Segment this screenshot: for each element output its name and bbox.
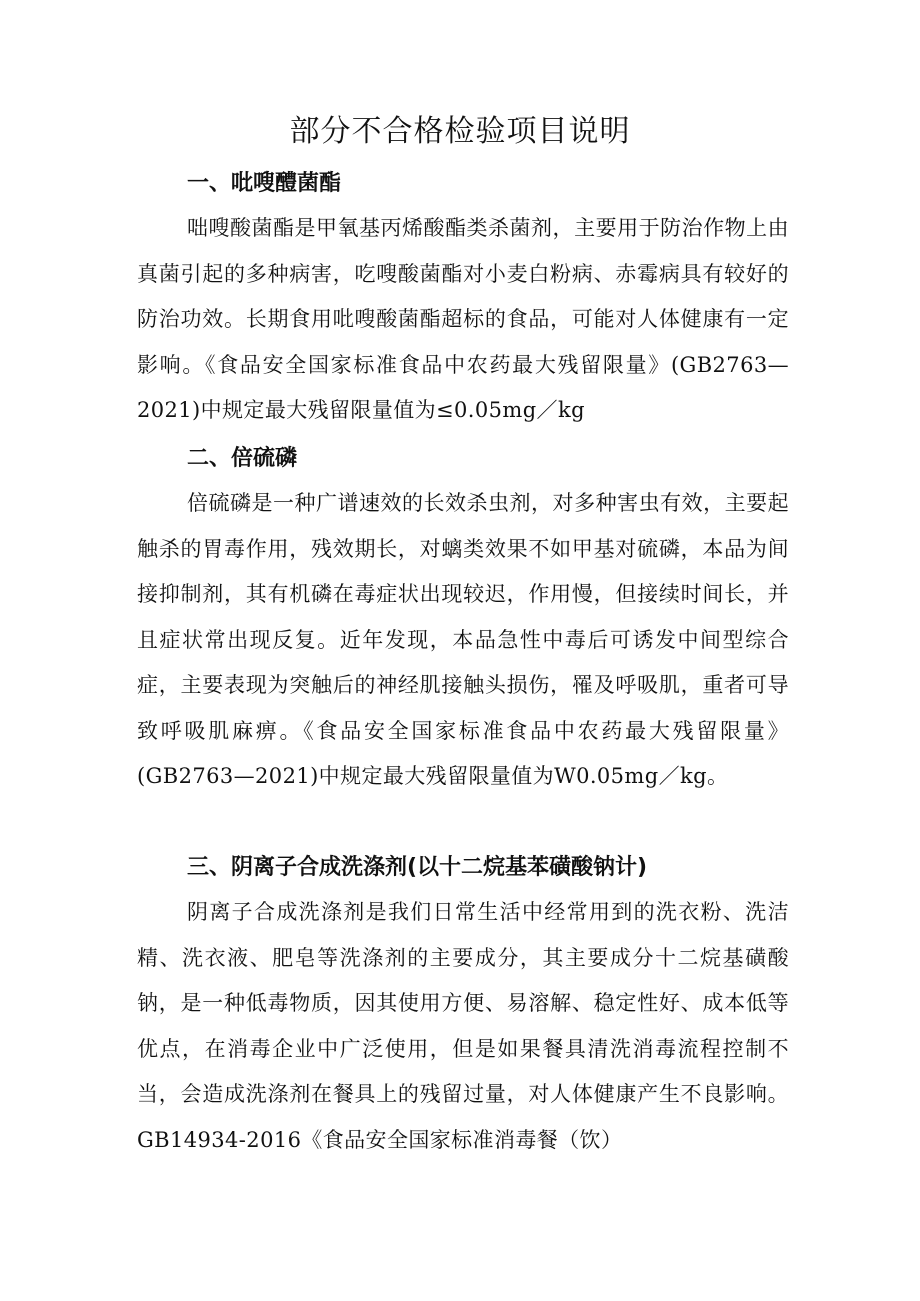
section-heading-2: 二、倍硫磷 [187, 446, 298, 471]
section-body-2: 倍硫磷是一种广谱速效的长效杀虫剂，对多种害虫有效，主要起触杀的胃毒作用，残效期长，对螭类效果不如甲基对硫磷，本品为间接抑制剂，其有机磷在毒症状出现较迟，作用慢，但接续时间长，并且症状常出现反复。近年发现，本品急性中毒后可诱发中间型综合症，主要表现为突触后的神经肌接触头损伤，罹及呼吸肌，重者可导致呼吸肌麻痹。《食品安全国家标准食品中农药最大残留限量》(GB2763—2021)中规定最大残留限量值为W0.05mg／kg。 [137, 491, 789, 788]
section-body-3: 阴离子合成洗涤剂是我们日常生活中经常用到的洗衣粉、洗洁精、洗衣液、肥皂等洗涤剂的主要成分，其主要成分十二烷基磺酸钠，是一种低毒物质，因其使用方便、易溶解、稳定性好、成本低等优点，在消毒企业中广泛使用，但是如果餐具清洗消毒流程控制不当，会造成洗涤剂在餐具上的残留过量，对人体健康产生不良影响。GB14934-2016《食品安全国家标准消毒餐（饮） [137, 900, 789, 1152]
section-heading-1: 一、吡嗖醴菌酯 [187, 171, 342, 196]
section-heading-3: 三、阴离子合成洗涤剂(以十二烷基苯磺酸钠计) [187, 855, 648, 880]
section-body-1: 咄嗖酸菌酯是甲氧基丙烯酸酯类杀菌剂，主要用于防治作物上由真菌引起的多种病害，吃嗖酸菌酯对小麦白粉病、赤霉病具有较好的防治功效。长期食用吡嗖酸菌酯超标的食品，可能对人体健康有一定影响。《食品安全国家标准食品中农药最大残留限量》(GB2763—2021)中规定最大残留限量值为≤0.05mg／kg [137, 216, 789, 422]
page-title: 部分不合格检验项目说明 [289, 114, 631, 149]
